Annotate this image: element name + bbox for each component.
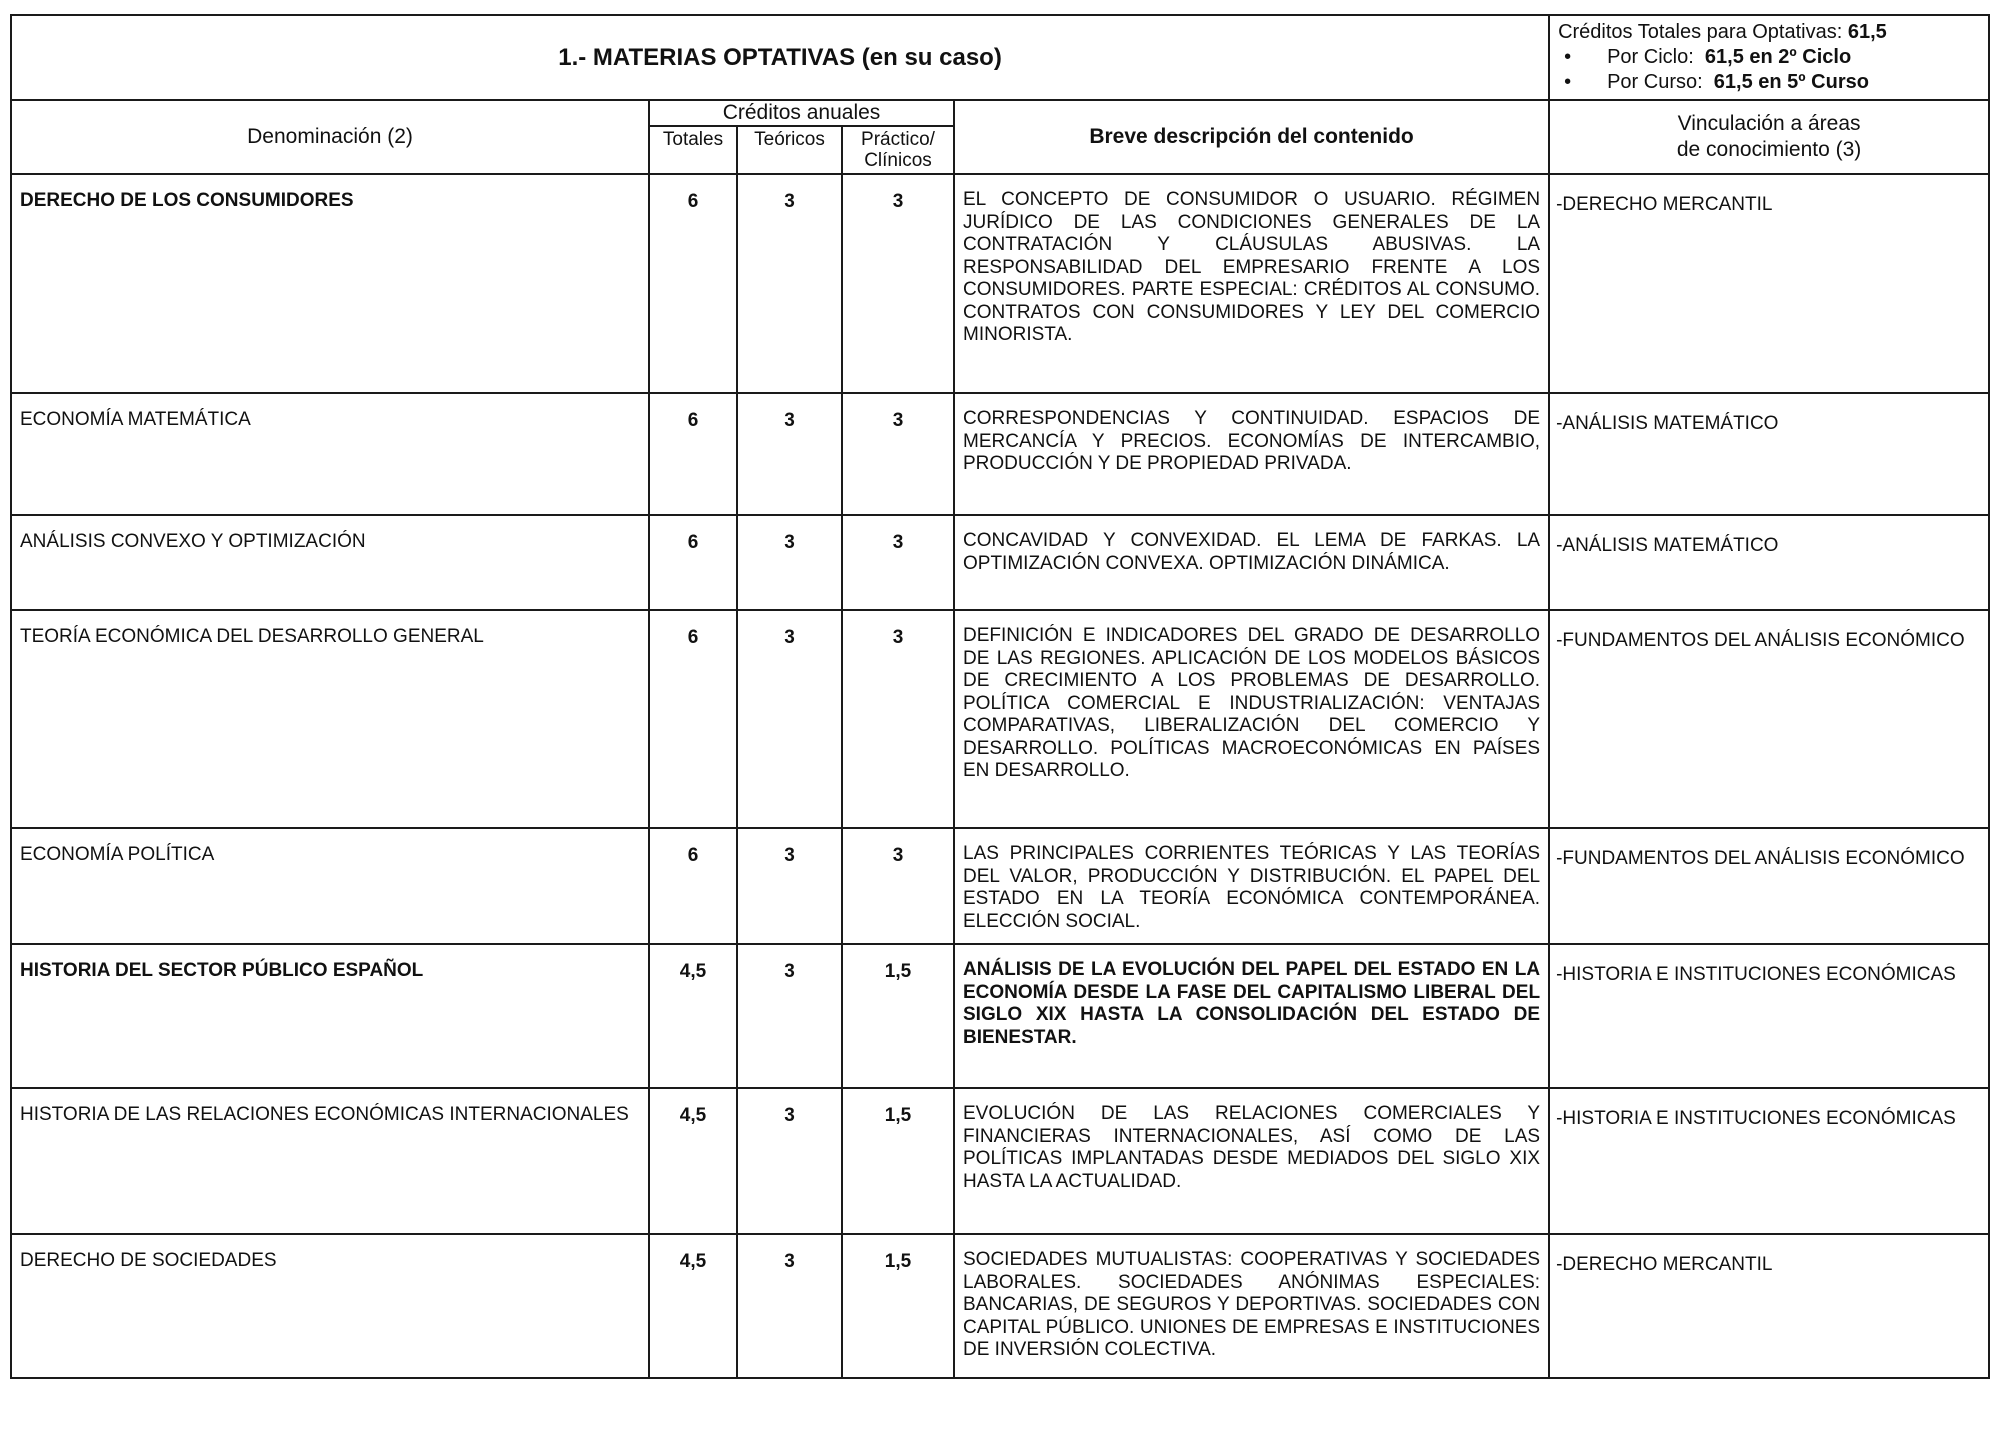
bullet-icon: • — [1564, 71, 1572, 93]
credits-total: 6 — [649, 393, 737, 515]
subject-name: ANÁLISIS CONVEXO Y OPTIMIZACIÓN — [11, 515, 649, 610]
credits-theory: 3 — [737, 174, 842, 393]
credits-theory: 3 — [737, 610, 842, 828]
subject-name: DERECHO DE SOCIEDADES — [11, 1234, 649, 1378]
subject-description: EVOLUCIÓN DE LAS RELACIONES COMERCIALES Y FINANCIERAS INTERNACIONALES, ASÍ COMO DE LAS POLÍTICAS IMPLANTADAS DESDE MEDIADOS DEL SIGLO XIX HASTA LA ACTUALIDAD. — [954, 1088, 1549, 1234]
knowledge-area: -ANÁLISIS MATEMÁTICO — [1549, 515, 1989, 610]
credits-theory: 3 — [737, 1234, 842, 1378]
table-row — [11, 393, 1989, 515]
subject-name: TEORÍA ECONÓMICA DEL DESARROLLO GENERAL — [11, 610, 649, 828]
credits-total: 6 — [649, 610, 737, 828]
subject-name: DERECHO DE LOS CONSUMIDORES — [11, 174, 649, 393]
credits-practice: 3 — [842, 393, 954, 515]
credits-total: 6 — [649, 515, 737, 610]
knowledge-area: -DERECHO MERCANTIL — [1549, 1234, 1989, 1378]
subject-description: EL CONCEPTO DE CONSUMIDOR O USUARIO. RÉGIMEN JURÍDICO DE LAS CONDICIONES GENERALES DE LA CONTRATACIÓN Y CLÁUSULAS ABUSIVAS. LA RESPONSABILIDAD DEL EMPRESARIO FRENTE A LOS CONSUMIDORES. PARTE ESPECIAL: CRÉDITOS AL CONSUMO. CONTRATOS CON CONSUMIDORES Y LEY DEL COMERCIO MINORISTA. — [954, 174, 1549, 393]
table-row — [11, 174, 1989, 393]
knowledge-area: -FUNDAMENTOS DEL ANÁLISIS ECONÓMICO — [1549, 828, 1989, 944]
header-teoricos: Teóricos — [737, 126, 842, 174]
subject-description: CORRESPONDENCIAS Y CONTINUIDAD. ESPACIOS DE MERCANCÍA Y PRECIOS. ECONOMÍAS DE INTERCAMBIO, PRODUCCIÓN Y DE PROPIEDAD PRIVADA. — [954, 393, 1549, 515]
credits-practice: 3 — [842, 610, 954, 828]
credits-total: 6 — [649, 828, 737, 944]
knowledge-area: -ANÁLISIS MATEMÁTICO — [1549, 393, 1989, 515]
subject-description: CONCAVIDAD Y CONVEXIDAD. EL LEMA DE FARKAS. LA OPTIMIZACIÓN CONVEXA. OPTIMIZACIÓN DINÁMICA. — [954, 515, 1549, 610]
credits-theory: 3 — [737, 944, 842, 1088]
credits-practice: 3 — [842, 515, 954, 610]
subject-description: ANÁLISIS DE LA EVOLUCIÓN DEL PAPEL DEL ESTADO EN LA ECONOMÍA DESDE LA FASE DEL CAPITALISMO LIBERAL DEL SIGLO XIX HASTA LA CONSOLIDACIÓN DEL ESTADO DE BIENESTAR. — [954, 944, 1549, 1088]
table-row — [11, 515, 1989, 610]
per-cycle-line: • Por Ciclo: 61,5 en 2º Ciclo — [1564, 46, 1852, 68]
subject-name: HISTORIA DEL SECTOR PÚBLICO ESPAÑOL — [11, 944, 649, 1088]
total-credits-line: Créditos Totales para Optativas: 61,5 — [1558, 21, 1887, 43]
credits-total: 4,5 — [649, 1088, 737, 1234]
subject-description: LAS PRINCIPALES CORRIENTES TEÓRICAS Y LAS TEORÍAS DEL VALOR, PRODUCCIÓN Y DISTRIBUCIÓN. EL PAPEL DEL ESTADO EN LA TEORÍA ECONÓMICA CONTEMPORÁNEA. ELECCIÓN SOCIAL. — [954, 828, 1549, 944]
header-vinculacion: Vinculación a áreas de conocimiento (3) — [1549, 100, 1989, 174]
header-creditos-anuales: Créditos anuales — [649, 100, 954, 126]
header-denominacion: Denominación (2) — [11, 100, 649, 174]
credits-total: 4,5 — [649, 1234, 737, 1378]
knowledge-area: -HISTORIA E INSTITUCIONES ECONÓMICAS — [1549, 1088, 1989, 1234]
knowledge-area: -HISTORIA E INSTITUCIONES ECONÓMICAS — [1549, 944, 1989, 1088]
credits-theory: 3 — [737, 515, 842, 610]
credits-summary — [1549, 15, 1989, 100]
credits-theory: 3 — [737, 1088, 842, 1234]
credits-practice: 1,5 — [842, 944, 954, 1088]
table-row — [11, 610, 1989, 828]
credits-total: 6 — [649, 174, 737, 393]
header-practicos: Práctico/ Clínicos — [842, 126, 954, 174]
bullet-icon: • — [1564, 46, 1572, 68]
credits-practice: 1,5 — [842, 1088, 954, 1234]
per-course-line: • Por Curso: 61,5 en 5º Curso — [1564, 71, 1869, 93]
table-row — [11, 1234, 1989, 1378]
credits-practice: 3 — [842, 828, 954, 944]
table-row — [11, 828, 1989, 944]
credits-theory: 3 — [737, 828, 842, 944]
credits-practice: 3 — [842, 174, 954, 393]
credits-practice: 1,5 — [842, 1234, 954, 1378]
subject-description: SOCIEDADES MUTUALISTAS: COOPERATIVAS Y SOCIEDADES LABORALES. SOCIEDADES ANÓNIMAS ESPECIALES: BANCARIAS, DE SEGUROS Y DEPORTIVAS. SOCIEDADES CON CAPITAL PÚBLICO. UNIONES DE EMPRESAS E INSTITUCIONES DE INVERSIÓN COLECTIVA. — [954, 1234, 1549, 1378]
title-row — [11, 15, 1989, 100]
knowledge-area: -FUNDAMENTOS DEL ANÁLISIS ECONÓMICO — [1549, 610, 1989, 828]
subject-name: ECONOMÍA POLÍTICA — [11, 828, 649, 944]
credits-total: 4,5 — [649, 944, 737, 1088]
table-row — [11, 1088, 1989, 1234]
optional-subjects-table — [10, 14, 1990, 1379]
page-title: 1.- MATERIAS OPTATIVAS (en su caso) — [11, 15, 1549, 100]
header-totales: Totales — [649, 126, 737, 174]
column-header-row — [11, 100, 1989, 126]
subject-name: ECONOMÍA MATEMÁTICA — [11, 393, 649, 515]
knowledge-area: -DERECHO MERCANTIL — [1549, 174, 1989, 393]
table-row — [11, 944, 1989, 1088]
credits-theory: 3 — [737, 393, 842, 515]
header-descripcion: Breve descripción del contenido — [954, 100, 1549, 174]
subject-description: DEFINICIÓN E INDICADORES DEL GRADO DE DESARROLLO DE LAS REGIONES. APLICACIÓN DE LOS MODELOS BÁSICOS DE CRECIMIENTO A LOS PROBLEMAS DE DESARROLLO. POLÍTICA COMERCIAL E INDUSTRIALIZACIÓN: VENTAJAS COMPARATIVAS, LIBERALIZACIÓN DEL COMERCIO Y DESARROLLO. POLÍTICAS MACROECONÓMICAS EN PAÍSES EN DESARROLLO. — [954, 610, 1549, 828]
subject-name: HISTORIA DE LAS RELACIONES ECONÓMICAS INTERNACIONALES — [11, 1088, 649, 1234]
